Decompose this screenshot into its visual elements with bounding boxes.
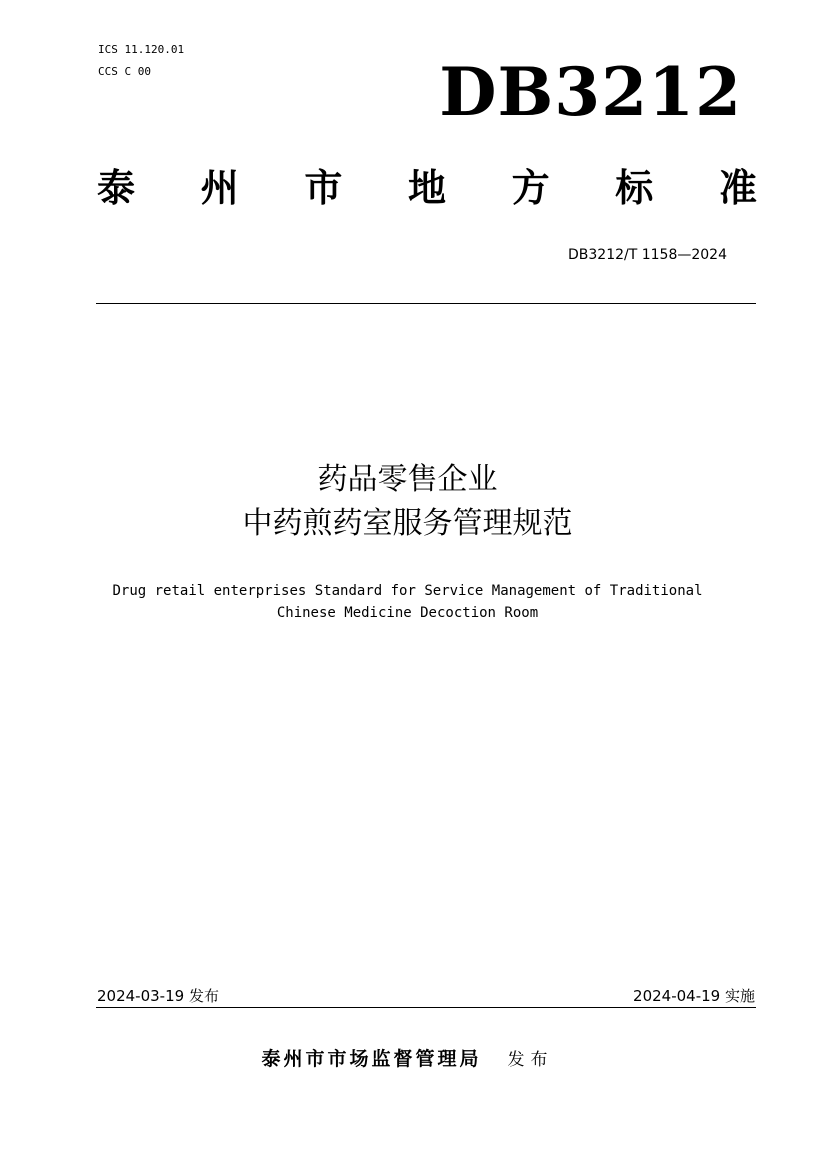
- top-divider: [96, 303, 756, 304]
- standard-type-char: 地: [407, 165, 446, 210]
- title-en-line-1: Drug retail enterprises Standard for Service Management of Traditional: [112, 583, 703, 599]
- document-title-cn: [0, 458, 815, 546]
- title-en-line-2: Chinese Medicine Decoction Room: [276, 605, 539, 621]
- standard-type-heading: [97, 160, 757, 216]
- issuer-action: 发布: [507, 1050, 554, 1070]
- standard-type-char: 方: [511, 165, 550, 210]
- bottom-divider: [96, 1007, 756, 1008]
- standard-type-char: 市: [304, 165, 343, 210]
- issue-date: 2024-03-19 发布: [97, 987, 219, 1005]
- title-cn-line-2: 中药煎药室服务管理规范: [242, 506, 573, 541]
- standard-type-char: 准: [718, 165, 757, 210]
- ccs-code: CCS C 00: [98, 65, 151, 78]
- issuer-name: 泰州市市场监督管理局: [261, 1048, 482, 1070]
- standard-type-char: 泰: [97, 165, 136, 210]
- issuer-line: [0, 1045, 815, 1074]
- implementation-date: 2024-04-19 实施: [633, 987, 755, 1005]
- standard-number: DB3212/T 1158—2024: [568, 247, 727, 263]
- title-cn-line-1: 药品零售企业: [317, 462, 498, 497]
- ics-code: ICS 11.120.01: [98, 43, 185, 56]
- document-title-en: [0, 580, 815, 624]
- standard-type-char: 州: [200, 165, 239, 210]
- standard-code-large: DB3212: [439, 53, 742, 131]
- standard-type-char: 标: [615, 165, 654, 210]
